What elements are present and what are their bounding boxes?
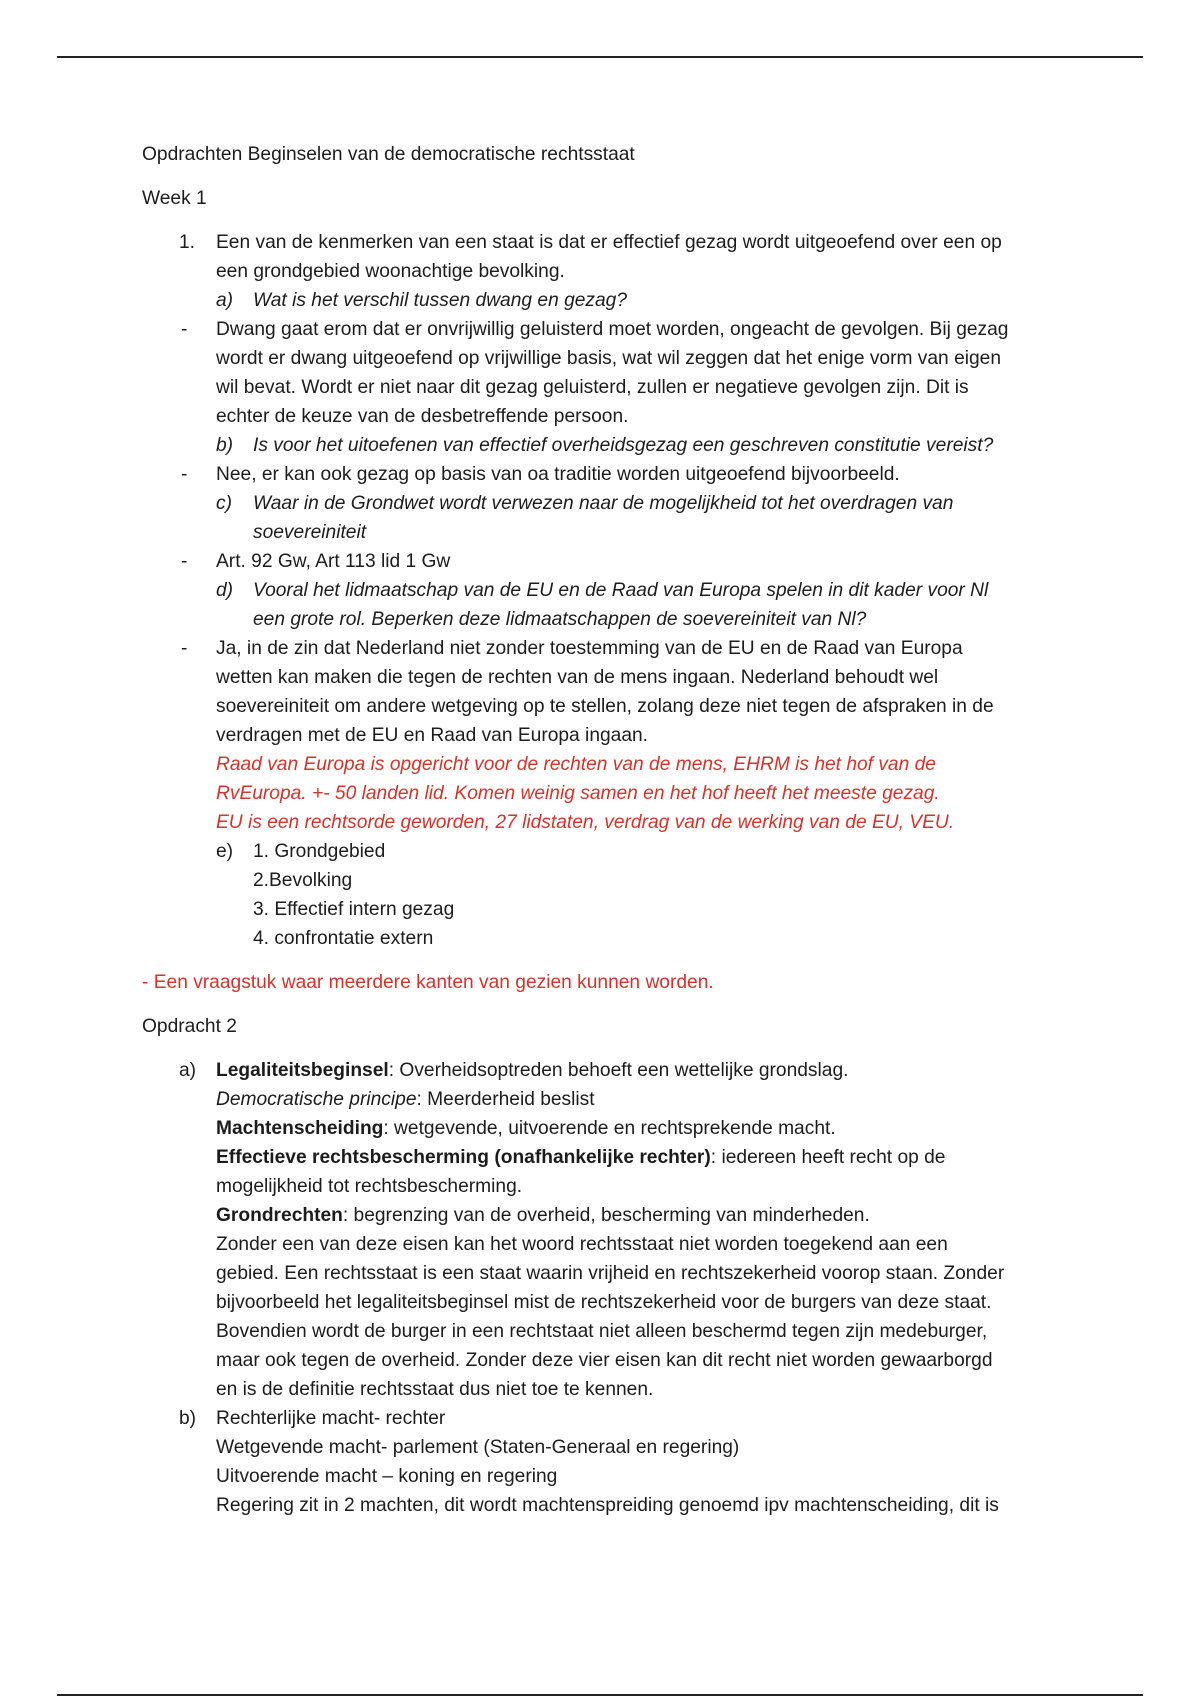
o2a-line <box>142 1143 1072 1172</box>
o2b-line <box>142 1462 1072 1491</box>
o2a-democratisch <box>216 1085 595 1114</box>
o2a-legaliteit <box>216 1056 848 1085</box>
o2a-paragraph-text: Bovendien wordt de burger in een rechtstaat niet alleen beschermd tegen zijn medeburger, <box>216 1321 988 1342</box>
q1a-question-text: Wat is het verschil tussen dwang en gezag? <box>253 290 628 311</box>
q1d-answer-line <box>142 634 1072 663</box>
q1d-answer-line <box>142 663 1072 692</box>
o2a-machten <box>216 1114 836 1143</box>
q1d-note-line <box>142 750 1072 779</box>
q1b-label: b) <box>216 435 234 456</box>
q1c-question <box>142 489 1072 518</box>
q1d-question-text: Vooral het lidmaatschap van de EU en de Raad van Europa spelen in dit kader voor Nl <box>253 580 989 601</box>
q1d-note-text: Raad van Europa is opgericht voor de rechten van de mens, EHRM is het hof van de <box>216 754 936 775</box>
q1d-answer-text: Ja, in de zin dat Nederland niet zonder toestemming van de EU en de Raad van Europa <box>216 638 963 659</box>
q1a-answer-text: echter de keuze van de desbetreffende persoon. <box>216 406 629 427</box>
term-effectieve-rechtsbescherming: Effectieve rechtsbescherming (onafhankelijke rechter) <box>216 1147 711 1168</box>
o2b-text: Regering zit in 2 machten, dit wordt machtenspreiding genoemd ipv machtenscheiding, dit is <box>216 1495 999 1516</box>
q1b-answer-line <box>142 460 1072 489</box>
header-rule <box>57 56 1143 58</box>
footer-rule <box>57 1694 1143 1696</box>
o2a-paragraph-line <box>142 1375 1072 1404</box>
q1b-answer-text: Nee, er kan ook gezag op basis van oa traditie worden uitgeoefend bijvoorbeeld. <box>216 464 900 485</box>
q1a-answer-text: Dwang gaat erom dat er onvrijwillig geluisterd moet worden, ongeacht de gevolgen. Bij gezag <box>216 319 1009 340</box>
o2a-rechtsbescherming <box>216 1143 945 1172</box>
o2a-grondrechten-text: : begrenzing van de overheid, bescherming van minderheden. <box>342 1205 870 1226</box>
q1a-label: a) <box>216 290 234 311</box>
q1-intro-text: een grondgebied woonachtige bevolking. <box>216 261 565 282</box>
q1a-answer-line <box>142 373 1072 402</box>
document-title: Opdrachten Beginselen van de democratische rechtsstaat <box>142 144 635 165</box>
term-machtenscheiding: Machtenscheiding <box>216 1118 384 1139</box>
o2b-line <box>142 1491 1072 1520</box>
q1c-answer-line <box>142 547 1072 576</box>
q1d-answer-text: soevereiniteit om andere wetgeving op te stellen, zolang deze niet tegen de afspraken in de <box>216 696 994 717</box>
o2a-paragraph-line <box>142 1259 1072 1288</box>
q1e-item-text: 4. confrontatie extern <box>253 928 434 949</box>
q1c-label: c) <box>216 493 232 514</box>
document-page <box>142 140 1072 1520</box>
q1d-question <box>142 605 1072 634</box>
q1a-answer-text: wordt er dwang uitgeoefend op vrijwillige basis, wat wil zeggen dat het enige vorm van eigen <box>216 348 1002 369</box>
o2a-machten-text: : wetgevende, uitvoerende en rechtsprekende macht. <box>383 1118 836 1139</box>
q1c-question <box>142 518 1072 547</box>
q1d-note-text: RvEuropa. +- 50 landen lid. Komen weinig samen en het hof heeft het meeste gezag. <box>216 783 940 804</box>
dash-bullet: - <box>181 319 188 340</box>
o2a-line <box>142 1085 1072 1114</box>
q1d-answer-text: verdragen met de EU en Raad van Europa ingaan. <box>216 725 648 746</box>
q1a-answer-text: wil bevat. Wordt er niet naar dit gezag geluisterd, zullen er negatieve gevolgen zijn. Dit is <box>216 377 969 398</box>
o2b-label: b) <box>179 1408 197 1429</box>
term-legaliteitsbeginsel: Legaliteitsbeginsel <box>216 1060 389 1081</box>
dash-bullet: - <box>181 638 188 659</box>
q1e-item <box>142 837 1072 866</box>
dash-bullet: - <box>181 464 188 485</box>
opdracht2-heading: Opdracht 2 <box>142 1016 237 1037</box>
o2a-grondrechten <box>216 1201 870 1230</box>
q1c-question-text: soevereiniteit <box>253 522 367 543</box>
o2a-paragraph-text: Zonder een van deze eisen kan het woord rechtsstaat niet worden toegekend aan een <box>216 1234 948 1255</box>
o2a-legaliteit-text: : Overheidsoptreden behoeft een wettelijke grondslag. <box>388 1060 849 1081</box>
o2b-text: Uitvoerende macht – koning en regering <box>216 1466 558 1487</box>
q1-intro-text: Een van de kenmerken van een staat is dat er effectief gezag wordt uitgeoefend over een op <box>216 232 1002 253</box>
q1e-item <box>142 895 1072 924</box>
q1d-note-line <box>142 808 1072 837</box>
q1-number: 1. <box>179 232 196 253</box>
q1a-answer-line <box>142 402 1072 431</box>
o2b-line <box>142 1433 1072 1462</box>
o2a-paragraph-text: gebied. Een rechtsstaat is een staat waarin vrijheid en rechtszekerheid voorop staan. Zonder <box>216 1263 1005 1284</box>
o2a-rechtsbescherming-cont: mogelijkheid tot rechtsbescherming. <box>216 1176 523 1197</box>
o2a-paragraph-text: maar ook tegen de overheid. Zonder deze vier eisen kan dit recht niet worden gewaarborgd <box>216 1350 993 1371</box>
q1a-question <box>142 286 1072 315</box>
q1e-item-text: 3. Effectief intern gezag <box>253 899 455 920</box>
red-note: - Een vraagstuk waar meerdere kanten van gezien kunnen worden. <box>142 972 714 993</box>
o2a-line <box>142 1172 1072 1201</box>
o2a-paragraph-line <box>142 1230 1072 1259</box>
o2a-paragraph-line <box>142 1346 1072 1375</box>
o2b-line <box>142 1404 1072 1433</box>
o2a-democratisch-text: : Meerderheid beslist <box>416 1089 595 1110</box>
o2a-paragraph-text: bijvoorbeeld het legaliteitsbeginsel mist de rechtszekerheid voor de burgers van deze staat. <box>216 1292 992 1313</box>
q1e-item <box>142 924 1072 953</box>
o2a-rechtsbescherming-text: : iedereen heeft recht op de <box>710 1147 946 1168</box>
o2a-paragraph-line <box>142 1288 1072 1317</box>
q1b-question <box>142 431 1072 460</box>
q1d-note-line <box>142 779 1072 808</box>
q1d-answer-line <box>142 721 1072 750</box>
q1e-item <box>142 866 1072 895</box>
q1d-label: d) <box>216 580 234 601</box>
week-heading: Week 1 <box>142 188 207 209</box>
o2a-label: a) <box>179 1060 197 1081</box>
q1a-answer-line <box>142 344 1072 373</box>
dash-bullet: - <box>181 551 188 572</box>
term-grondrechten: Grondrechten <box>216 1205 343 1226</box>
q1d-answer-line <box>142 692 1072 721</box>
o2b-text: Rechterlijke macht- rechter <box>216 1408 446 1429</box>
q1c-answer-text: Art. 92 Gw, Art 113 lid 1 Gw <box>216 551 451 572</box>
q1d-question-text: een grote rol. Beperken deze lidmaatschappen de soevereiniteit van Nl? <box>253 609 867 630</box>
q1e-item-text: 2.Bevolking <box>253 870 353 891</box>
o2a-line <box>142 1201 1072 1230</box>
o2b-text: Wetgevende macht- parlement (Staten-Generaal en regering) <box>216 1437 740 1458</box>
q1c-question-text: Waar in de Grondwet wordt verwezen naar de mogelijkheid tot het overdragen van <box>253 493 954 514</box>
o2a-paragraph-text: en is de definitie rechtsstaat dus niet toe te kennen. <box>216 1379 654 1400</box>
o2a-paragraph-line <box>142 1317 1072 1346</box>
q1a-answer-line <box>142 315 1072 344</box>
q1e-label: e) <box>216 841 234 862</box>
q1e-item-text: 1. Grondgebied <box>253 841 386 862</box>
q1d-question <box>142 576 1072 605</box>
o2a-line <box>142 1114 1072 1143</box>
q1b-question-text: Is voor het uitoefenen van effectief overheidsgezag een geschreven constitutie vereist? <box>253 435 994 456</box>
term-democratische-principe: Democratische principe <box>216 1089 417 1110</box>
q1-intro-line <box>142 257 1072 286</box>
q1d-answer-text: wetten kan maken die tegen de rechten van de mens ingaan. Nederland behoudt wel <box>216 667 939 688</box>
q1-intro-line <box>142 228 1072 257</box>
q1d-note-text: EU is een rechtsorde geworden, 27 lidstaten, verdrag van de werking van de EU, VEU. <box>216 812 955 833</box>
o2a-line <box>142 1056 1072 1085</box>
